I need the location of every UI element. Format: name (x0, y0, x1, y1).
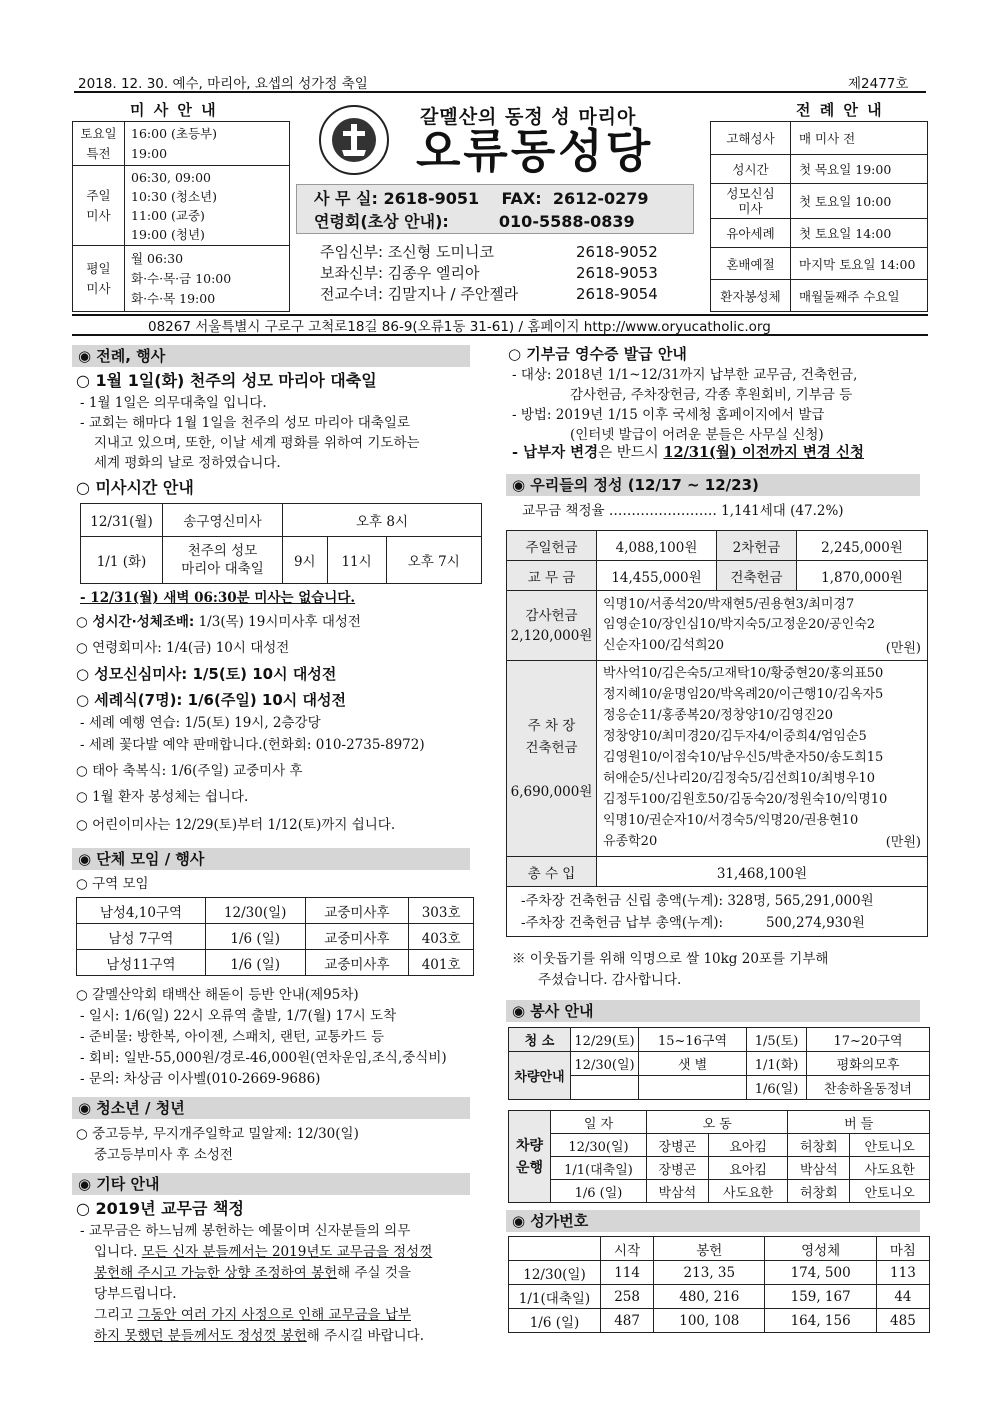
cell: 1/1(대축일) (551, 1157, 647, 1180)
staff-phone: 2618-9052 (576, 243, 658, 261)
cell: 480, 216 (654, 1285, 765, 1309)
rite-schedule: 첫 토요일 10:00 (791, 184, 928, 219)
cell: 258 (601, 1285, 654, 1309)
mass-label-sat: 토요일 특전 (73, 122, 125, 166)
text-line: 세계 평화의 날로 정하였습니다. (94, 455, 281, 471)
cell: 건축헌금 (717, 561, 797, 591)
heading-marian-mass: ○ 성모신심미사: 1/5(토) 10시 대성전 (76, 665, 337, 683)
address-rule-bottom (72, 334, 928, 336)
cell: 시작 (601, 1237, 654, 1261)
issue-number: 제2477호 (848, 76, 909, 92)
cell: 2,245,000원 (797, 531, 928, 561)
cell: 샛 별 (639, 1052, 747, 1076)
cell: 403호 (409, 924, 474, 950)
text-part-underlined: 12/31(월) 이전까지 변경 신청 (663, 444, 864, 461)
text-line: - 회비: 일반-55,000원/경로-46,000원(연차운임,조식,중식비) (80, 1050, 447, 1066)
thanks-list: 익명10/서종석20/박재현5/권용현3/최미경7 임영순10/장인심10/박지숙5/고정운20/공인숙2 신순자100/김석희20 (603, 596, 876, 653)
heading-baptism: ○ 세례식(7명): 1/6(주일) 10시 대성전 (76, 691, 346, 709)
cell: 1,870,000원 (797, 561, 928, 591)
cell (571, 1076, 639, 1100)
hymn-table (508, 1236, 930, 1333)
section-service-title: ◉ 봉사 안내 (506, 1000, 920, 1022)
mass-title: 미 사 안 내 (130, 101, 218, 119)
building-total: -주차장 건축헌금 신립 총액(누계): 328명, 565,291,000원 (521, 892, 874, 909)
building-total: -주차장 건축헌금 납부 총액(누계): 500,274,930원 (521, 914, 865, 931)
cell: 213, 35 (654, 1261, 765, 1285)
text-line: 감사헌금, 주차장헌금, 각종 후원회비, 기부금 등 (570, 387, 853, 403)
unit: (만원) (885, 835, 921, 850)
cell: 감사헌금 2,120,000원 (507, 591, 597, 661)
cell: 송구영신미사 (163, 504, 283, 537)
cell: 차량안내 (509, 1052, 571, 1100)
section-hymns-title: ◉ 성가번호 (506, 1210, 920, 1232)
cell: 봉헌 (654, 1237, 765, 1261)
text-part-underlined: 하지 못했던 분들께서도 정성껏 봉헌 (94, 1328, 307, 1344)
cell: 박삼석 (788, 1157, 850, 1180)
text-line: 당부드립니다. (94, 1286, 177, 1302)
rite-name: 성모신심 미사 (711, 184, 791, 219)
mass-label-sun: 주일 미사 (73, 166, 125, 246)
cell: 영성체 (765, 1237, 876, 1261)
rites-table (710, 121, 928, 312)
text-line: ○ 중고등부, 무지개주일학교 밀알제: 12/30(일) (76, 1126, 359, 1142)
cell (639, 1076, 747, 1100)
holy-hour-label: ○ 성시간·성체조배: (76, 614, 195, 630)
text-part: - 납부자 변경 (512, 444, 599, 461)
cell: 주일헌금 (507, 531, 597, 561)
cell: 주 차 장 건축헌금 6,690,000원 (507, 661, 597, 857)
rite-schedule: 첫 목요일 19:00 (791, 155, 928, 184)
rite-schedule: 매월둘째주 수요일 (791, 280, 928, 312)
section-liturgy-title: ◉ 전례, 행사 (72, 345, 470, 367)
mass-table (72, 121, 290, 312)
rite-name: 환자봉성체 (711, 280, 791, 312)
text-line: 지내고 있으며, 또한, 이날 세계 평화를 위하여 기도하는 (94, 435, 420, 451)
parish-logo (318, 104, 390, 176)
text-line: ○ 어린이미사는 12/29(토)부터 1/12(토)까지 쉽니다. (76, 817, 396, 833)
cell: 1/6(일) (747, 1076, 807, 1100)
cell: 마침 (876, 1237, 929, 1261)
text-part-underlined: 봉헌해 주시고 가능한 상향 조정하여 봉헌 (94, 1265, 338, 1281)
cell: 사도요한 (708, 1180, 788, 1203)
cell: 17~20구역 (807, 1028, 930, 1052)
text-line: - 교무금은 하느님께 봉헌하는 예물이며 신자분들의 의무 (80, 1223, 411, 1239)
text-line: (인터넷 발급이 어려운 분들은 사무실 신청) (570, 427, 824, 443)
staff-list (320, 242, 658, 305)
rite-schedule: 첫 토요일 14:00 (791, 219, 928, 248)
cell: 100, 108 (654, 1309, 765, 1333)
rite-schedule: 마지막 토요일 14:00 (791, 248, 928, 280)
special-mass-table (80, 503, 482, 584)
text-part: 입니다. (94, 1244, 142, 1260)
section-youth-title: ◉ 청소년 / 청년 (72, 1097, 470, 1119)
cell: 교중미사후 (305, 924, 409, 950)
cell: 303호 (409, 898, 474, 924)
text-line: - 교회는 해마다 1월 1일을 천주의 성모 마리아 대축일로 (80, 415, 410, 431)
district-meeting-table (76, 897, 474, 976)
cell: 오후 8시 (283, 504, 482, 537)
cell: 15~16구역 (639, 1028, 747, 1052)
cell: 사도요한 (850, 1157, 930, 1180)
offerings-table (506, 530, 928, 937)
rite-name: 고해성사 (711, 122, 791, 155)
rite-schedule: 매 미사 전 (791, 122, 928, 155)
text-line: - 1월 1일은 의무대축일 입니다. (80, 395, 267, 411)
text-line: - 세례 꽃다발 예약 판매합니다.(헌화회: 010-2735-8972) (80, 737, 425, 753)
notice-no-mass: - 12/31(월) 새벽 06:30분 미사는 없습니다. (80, 590, 356, 606)
cell: 교 무 금 (507, 561, 597, 591)
heading-dues: ○ 2019년 교무금 책정 (76, 1199, 244, 1218)
cell: 114 (601, 1261, 654, 1285)
text-line: ○ 태아 축복식: 1/6(주일) 교중미사 후 (76, 763, 303, 779)
rite-name: 유아세례 (711, 219, 791, 248)
heading-mass-times: ○ 미사시간 안내 (76, 478, 194, 497)
mass-label-weekday: 평일 미사 (73, 246, 125, 312)
cell: 버 들 (788, 1111, 930, 1134)
cell: 12/30(일) (509, 1261, 601, 1285)
text-line: - 일시: 1/6(일) 22시 오류역 출발, 1/7(월) 17시 도착 (80, 1008, 397, 1024)
cell: 31,468,100원 (597, 857, 928, 887)
cell: 요아킴 (708, 1157, 788, 1180)
cell: 1/1 (화) (81, 537, 163, 584)
cell: 485 (876, 1309, 929, 1333)
mass-times-weekday: 월 06:30 화·수·목·금 10:00 화·수·목 19:00 (125, 246, 290, 312)
cell: 1/5(토) (747, 1028, 807, 1052)
text-line: - 세례 예행 연습: 1/5(토) 19시, 2층강당 (80, 715, 321, 731)
cell: 164, 156 (765, 1309, 876, 1333)
cell: 12/31(월) (81, 504, 163, 537)
cell: 1/6 (일) (551, 1180, 647, 1203)
cell: 487 (601, 1309, 654, 1333)
text-line: ○ 1월 환자 봉성체는 쉽니다. (76, 789, 249, 805)
cell: 안토니오 (850, 1180, 930, 1203)
cell: 12/29(토) (571, 1028, 639, 1052)
rite-name: 혼배예절 (711, 248, 791, 280)
rite-name: 성시간 (711, 155, 791, 184)
cell: 12/30(일) (551, 1134, 647, 1157)
parking-list: 박사억10/김은숙5/고재탁10/황중현20/홍의표50 정지혜10/윤명임20/박옥례20/이근행10/김옥자5 정응순11/홍종복20/정창양10/김영진20 정창양10/최미경20/김두자4/이중희4/엄임순5 김영원10/이점숙10/남우신5/박춘자50/송도희15 허애순5/신나리20/김정숙5/김선희10/최병우10 김정두100/김원호50/김동숙20/정원숙10/익명10 익명10/권순자10/서경숙5/익명20/권용현10 유종학20 (603, 666, 888, 849)
header-rule (74, 91, 926, 93)
staff-phone: 2618-9054 (576, 285, 658, 303)
staff-role: 주임신부: 조신형 도미니코 (320, 243, 494, 261)
cell: 4,088,100원 (597, 531, 717, 561)
section-offerings-title: ◉ 우리들의 정성 (12/17 ~ 12/23) (506, 474, 920, 496)
cell: 12/30(일) (205, 898, 305, 924)
cell: 1/6 (일) (509, 1309, 601, 1333)
cell: 박삼석 (647, 1180, 709, 1203)
cell: 11시 (327, 537, 386, 584)
cell: 일 자 (551, 1111, 647, 1134)
text-line: - 준비물: 방한복, 아이젠, 스패치, 랜턴, 교통카드 등 (80, 1029, 385, 1045)
text-line: ○ 갈멜산악회 태백산 해돋이 등반 안내(제95차) (76, 987, 359, 1003)
mass-times-sat: 16:00 (초등부) 19:00 (125, 122, 290, 166)
text-part: 은 반드시 (598, 445, 664, 461)
heading-jan1: ○ 1월 1일(화) 천주의 성모 마리아 대축일 (76, 371, 377, 390)
text-part-underlined: 그동안 여러 가지 사정으로 인해 교무금을 납부 (137, 1307, 411, 1323)
service-table (508, 1027, 930, 1100)
cell: 1/1(화) (747, 1052, 807, 1076)
holy-hour-detail: 1/3(목) 19시미사후 대성전 (194, 614, 361, 630)
section-groups-title: ◉ 단체 모임 / 행사 (72, 848, 470, 870)
unit: (만원) (885, 641, 921, 656)
cell: 남성11구역 (77, 950, 206, 976)
text-line: ○ 연령회미사: 1/4(금) 10시 대성전 (76, 640, 290, 656)
parish-subtitle: 갈멜산의 동정 성 마리아 (420, 106, 637, 128)
cell: 오후 7시 (386, 537, 481, 584)
dues-rate: 교무금 책정율 …………………… 1,141세대 (47.2%) (522, 503, 844, 519)
cell: 교중미사후 (305, 950, 409, 976)
staff-phone: 2618-9053 (576, 264, 658, 282)
cell: 남성4,10구역 (77, 898, 206, 924)
cell: 오 동 (647, 1111, 788, 1134)
cell: 44 (876, 1285, 929, 1309)
cell: 찬송하올동정녀 (807, 1076, 930, 1100)
cell: 안토니오 (850, 1134, 930, 1157)
text-line: - 방법: 2019년 1/15 이후 국세청 홈페이지에서 발급 (512, 407, 825, 423)
assoc-line: 연령회(초상 안내): 010-5588-0839 (314, 212, 635, 231)
section-other-title: ◉ 기타 안내 (72, 1173, 470, 1195)
cell: 청 소 (509, 1028, 571, 1052)
cell: 1/6 (일) (205, 924, 305, 950)
cell: 남성 7구역 (77, 924, 206, 950)
cell: 113 (876, 1261, 929, 1285)
cell: 9시 (283, 537, 328, 584)
cell: 교중미사후 (305, 898, 409, 924)
staff-role: 전교수녀: 김말지나 / 주안젤라 (320, 285, 519, 303)
cell: 총 수 입 (507, 857, 597, 887)
address-line: 08267 서울특별시 구로구 고척로18길 86-9(오류1동 31-61) / 홈페이지 http://www.oryucatholic.org (148, 319, 771, 335)
cell (509, 1237, 601, 1261)
mass-times-sun: 06:30, 09:00 10:30 (청소년) 11:00 (교중) 19:00 (청년) (125, 166, 290, 246)
text-line: 중고등부미사 후 소성전 (94, 1147, 233, 1163)
text-part: 해 주시길 바랍니다. (306, 1328, 424, 1344)
text-line: - 문의: 차상금 이사벨(010-2669-9686) (80, 1071, 321, 1087)
staff-role: 보좌신부: 김종우 엘리아 (320, 264, 480, 282)
text-line: ○ 구역 모임 (76, 876, 149, 892)
text-line: ※ 이웃돕기를 위해 익명으로 쌀 10kg 20포를 기부해 (512, 951, 829, 967)
rites-title: 전 례 안 내 (796, 101, 884, 119)
cell: 401호 (409, 950, 474, 976)
text-part: 그리고 (94, 1307, 138, 1323)
shuttle-table (508, 1110, 930, 1203)
cell: 장병곤 (647, 1134, 709, 1157)
text-line: - 대상: 2018년 1/1~12/31까지 납부한 교무금, 건축헌금, (512, 367, 858, 383)
text-part-underlined: 모든 신자 분들께서는 2019년도 교무금을 정성껏 (141, 1244, 433, 1260)
cell: 허창회 (788, 1180, 850, 1203)
cell: 12/30(일) (571, 1052, 639, 1076)
date-line: 2018. 12. 30. 예수, 마리아, 요셉의 성가정 축일 (78, 76, 368, 92)
text-line: 주셨습니다. 감사합니다. (538, 972, 682, 988)
cell: 허창회 (788, 1134, 850, 1157)
cell: 평화의모후 (807, 1052, 930, 1076)
parish-name: 오류동성당 (416, 124, 654, 178)
cell: 천주의 성모 마리아 대축일 (163, 537, 283, 584)
heading-receipt: ○ 기부금 영수증 발급 안내 (508, 345, 687, 363)
cell: 159, 167 (765, 1285, 876, 1309)
cell: 174, 500 (765, 1261, 876, 1285)
cell: 요아킴 (708, 1134, 788, 1157)
cell: 장병곤 (647, 1157, 709, 1180)
office-line: 사 무 실: 2618-9051 FAX: 2612-0279 (314, 189, 649, 208)
cell: 1/6 (일) (205, 950, 305, 976)
cell: 차량 운행 (509, 1111, 551, 1203)
cell: 2차헌금 (717, 531, 797, 561)
cell: 1/1(대축일) (509, 1285, 601, 1309)
cell: 14,455,000원 (597, 561, 717, 591)
text-part: 해 주실 것을 (337, 1265, 411, 1281)
